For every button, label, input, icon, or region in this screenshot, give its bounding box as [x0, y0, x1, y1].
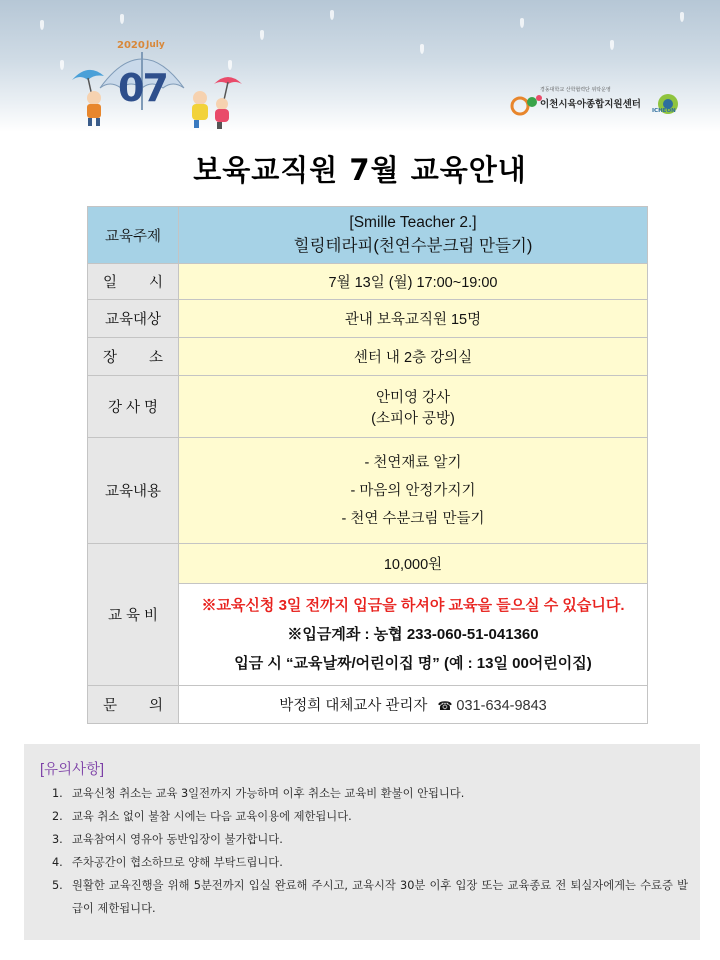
list-item-number: 4.	[52, 856, 63, 869]
raindrop	[520, 18, 524, 28]
table-row	[88, 544, 648, 584]
contact-phone: 031-634-9843	[456, 698, 547, 714]
education-info-table	[87, 206, 648, 724]
header-banner	[0, 0, 720, 132]
table-row	[88, 376, 648, 438]
list-item-text: 주차공간이 협소하므로 양해 부탁드립니다.	[72, 856, 283, 869]
list-item-text: 원활한 교육진행을 위해 5분전까지 입실 완료해 주시고, 교육시작 30분 이후 입장 또는 교육종료 전 퇴실자에게는 수료증 발급이 제한됩니다.	[72, 879, 688, 915]
date-label: 일 시	[88, 264, 179, 300]
list-item-text: 교육 취소 없이 불참 시에는 다음 교육이용에 제한됩니다.	[72, 810, 352, 823]
list-item-number: 3.	[52, 833, 63, 846]
fee-details	[179, 584, 648, 686]
raindrop	[680, 12, 684, 22]
contact-label: 문 의	[88, 686, 179, 724]
lecturer-value	[179, 376, 648, 438]
phone-icon: ☎	[437, 699, 453, 713]
content-item: - 천연재료 알기	[364, 454, 462, 471]
children-in-raincoats-icon	[184, 74, 244, 130]
list-item	[52, 851, 688, 874]
table-row	[88, 300, 648, 338]
topic-value	[179, 207, 648, 264]
table-row	[88, 338, 648, 376]
logo-subtext: 경동대학교 산학협력단 위탁운영	[540, 87, 611, 93]
topic-line2: 힐링테라피(천연수분크림 만들기)	[293, 237, 533, 255]
logo-city: ICHEON	[652, 108, 676, 114]
contact-value	[179, 686, 648, 724]
list-item-number: 2.	[52, 810, 63, 823]
content-item: - 마음의 안정가지기	[350, 482, 476, 499]
page-title: 보육교직원 7월 교육안내	[193, 153, 527, 187]
table-row	[88, 207, 648, 264]
topic-label: 교육주제	[88, 207, 179, 264]
notes-box	[24, 744, 700, 940]
target-value: 관내 보육교직원 15명	[179, 300, 648, 338]
place-value: 센터 내 2층 강의실	[179, 338, 648, 376]
list-item-text: 교육신청 취소는 교육 3일전까지 가능하며 이후 취소는 교육비 환불이 안됩니다.	[72, 787, 465, 800]
raindrop	[330, 10, 334, 20]
raindrop	[60, 60, 64, 70]
raindrop	[260, 30, 264, 40]
list-item	[52, 828, 688, 851]
list-item	[52, 874, 688, 920]
notes-title: [유의사항]	[40, 762, 105, 778]
lecturer-affiliation: (소피아 공방)	[371, 410, 455, 427]
list-item	[52, 805, 688, 828]
fee-account: ※입금계좌 : 농협 233-060-51-041360	[287, 626, 539, 643]
banner-month: July	[146, 40, 165, 50]
table-row	[88, 686, 648, 724]
notes-list	[52, 782, 688, 920]
topic-line1: [Smille Teacher 2.]	[349, 214, 477, 231]
fee-amount: 10,000원	[179, 544, 648, 584]
content-value	[179, 438, 648, 544]
place-label: 장 소	[88, 338, 179, 376]
date-value: 7월 13일 (월) 17:00~19:00	[179, 264, 648, 300]
list-item-text: 교육참여시 영유아 동반입장이 불가합니다.	[72, 833, 283, 846]
lecturer-name: 안미영 강사	[375, 389, 451, 406]
content-label: 교육내용	[88, 438, 179, 544]
raindrop	[610, 40, 614, 50]
target-label: 교육대상	[88, 300, 179, 338]
banner-year: 2020	[117, 40, 145, 51]
banner-month-number: 07	[118, 66, 167, 110]
fee-warning: ※교육신청 3일 전까지 입금을 하셔야 교육을 들으실 수 있습니다.	[201, 597, 625, 614]
lecturer-label: 강 사 명	[88, 376, 179, 438]
child-with-umbrella-icon	[70, 66, 116, 128]
raindrop	[120, 14, 124, 24]
contact-person: 박정희 대체교사 관리자	[279, 698, 428, 714]
list-item-number: 1.	[52, 787, 63, 800]
table-row	[88, 438, 648, 544]
raindrop	[40, 20, 44, 30]
raindrop	[420, 44, 424, 54]
raindrop	[228, 60, 232, 70]
fee-deposit-note: 입금 시 “교육날짜/어린이집 명” (예 : 13일 00어린이집)	[234, 655, 592, 672]
list-item-number: 5.	[52, 879, 63, 892]
list-item	[52, 782, 688, 805]
content-item: - 천연 수분크림 만들기	[341, 510, 485, 527]
table-row	[88, 264, 648, 300]
logo-name: 이천시육아종합지원센터	[540, 99, 641, 110]
fee-label: 교 육 비	[88, 544, 179, 686]
